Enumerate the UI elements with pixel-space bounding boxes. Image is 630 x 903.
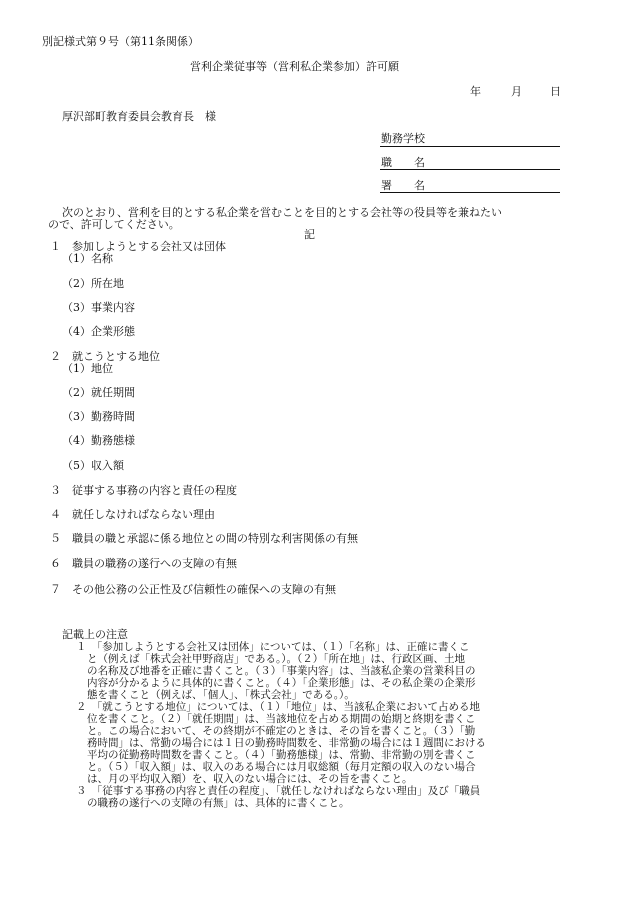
signature-label: 署 名 — [381, 179, 425, 192]
section-1-item: （3）事業内容 — [62, 301, 135, 314]
section-2-item: （2）就任期間 — [62, 386, 135, 399]
section-6-title: ６ 職員の職務の遂行への支障の有無 — [50, 557, 237, 570]
note-2-line: 務時間」は、常勤の場合には１日の勤務時間数を、非常勤の場合には１週間における — [87, 737, 486, 749]
note-1-line: と（例えば「株式会社甲野商店」である。）。（２）「所在地」は、行政区画、土地 — [87, 653, 465, 665]
addressee: 厚沢部町教育委員会教育長 様 — [62, 110, 216, 123]
note-1-line: 態を書くこと（例えば、「個人」、「株式会社」である。）。 — [87, 689, 355, 701]
section-2-item: （1）地位 — [62, 362, 113, 375]
note-2-line: と。（５）「収入額」は、収入のある場合には月収総額（毎月定額の収入のない場合 — [87, 761, 476, 773]
section-1-item: （4）企業形態 — [62, 325, 135, 338]
school-label: 勤務学校 — [381, 132, 425, 145]
section-2-item: （4）勤務態様 — [62, 434, 135, 447]
section-1-item: （2）所在地 — [62, 277, 124, 290]
note-2-line: は、月の平均収入額）を、収入のない場合には、その旨を書くこと。 — [87, 773, 413, 785]
note-2-line: ２ 「就こうとする地位」については、（１）「地位」は、当該私企業において占める地 — [76, 701, 481, 713]
signature-underline — [380, 192, 560, 193]
note-1-line: の名称及び地番を正確に書くこと。（３）「事業内容」は、当該私企業の営業科目の — [87, 665, 476, 677]
notes-heading: 記載上の注意 — [62, 628, 128, 641]
note-2-line: 平均の従勤務時間数を書くこと。（４）「勤務態様」は、常勤、非常勤の別を書くこ — [87, 749, 476, 761]
date-field — [470, 85, 561, 98]
section-2-item: （3）勤務時間 — [62, 410, 135, 423]
position-label: 職 名 — [381, 156, 425, 169]
section-2-title: ２ 就こうとする地位 — [50, 350, 160, 363]
section-7-title: ７ その他公務の公正性及び信頼性の確保への支障の有無 — [50, 583, 336, 596]
date-day: 日 — [550, 85, 561, 98]
section-3-title: ３ 従事する事務の内容と責任の程度 — [50, 484, 237, 497]
intro-line-1: 次のとおり、営利を目的とする私企業を営むことを目的とする会社等の役員等を兼ねたい — [62, 206, 502, 219]
date-month: 月 — [511, 85, 522, 98]
section-4-title: ４ 就任しなければならない理由 — [50, 508, 215, 521]
date-year: 年 — [470, 85, 481, 98]
note-2-line: と。この場合において、その終期が不確定のときは、その旨を書くこと。（３）「勤 — [87, 725, 476, 737]
note-1-line: １ 「参加しようとする会社又は団体」については、（１）「名称」は、正確に書くこ — [76, 641, 470, 653]
section-5-title: ５ 職員の職と承認に係る地位との間の特別な利害関係の有無 — [50, 532, 358, 545]
section-1-item: （1）名称 — [62, 252, 113, 265]
section-1-title: １ 参加しようとする会社又は団体 — [50, 240, 226, 253]
school-underline — [380, 146, 560, 147]
form-label: 別記様式第９号（第11条関係） — [42, 35, 199, 48]
note-3-line: ３ 「従事する事務の内容と責任の程度」、「就任しなければならない理由」及び「職員 — [76, 785, 481, 797]
position-underline — [380, 169, 560, 170]
document-title: 営利企業従事等（営利私企業参加）許可願 — [190, 60, 399, 73]
note-2-line: 位を書くこと。（２）「就任期間」は、当該地位を占める期間の始期と終期を書くこ — [87, 713, 476, 725]
intro-line-2: ので、許可してください。 — [48, 218, 180, 231]
note-3-line: の職務の遂行への支障の有無」は、具体的に書くこと。 — [87, 797, 350, 809]
section-2-item: （5）収入額 — [62, 459, 124, 472]
ki-heading: 記 — [304, 228, 315, 241]
note-1-line: 内容が分かるように具体的に書くこと。（４）「企業形態」は、その私企業の企業形 — [87, 677, 476, 689]
